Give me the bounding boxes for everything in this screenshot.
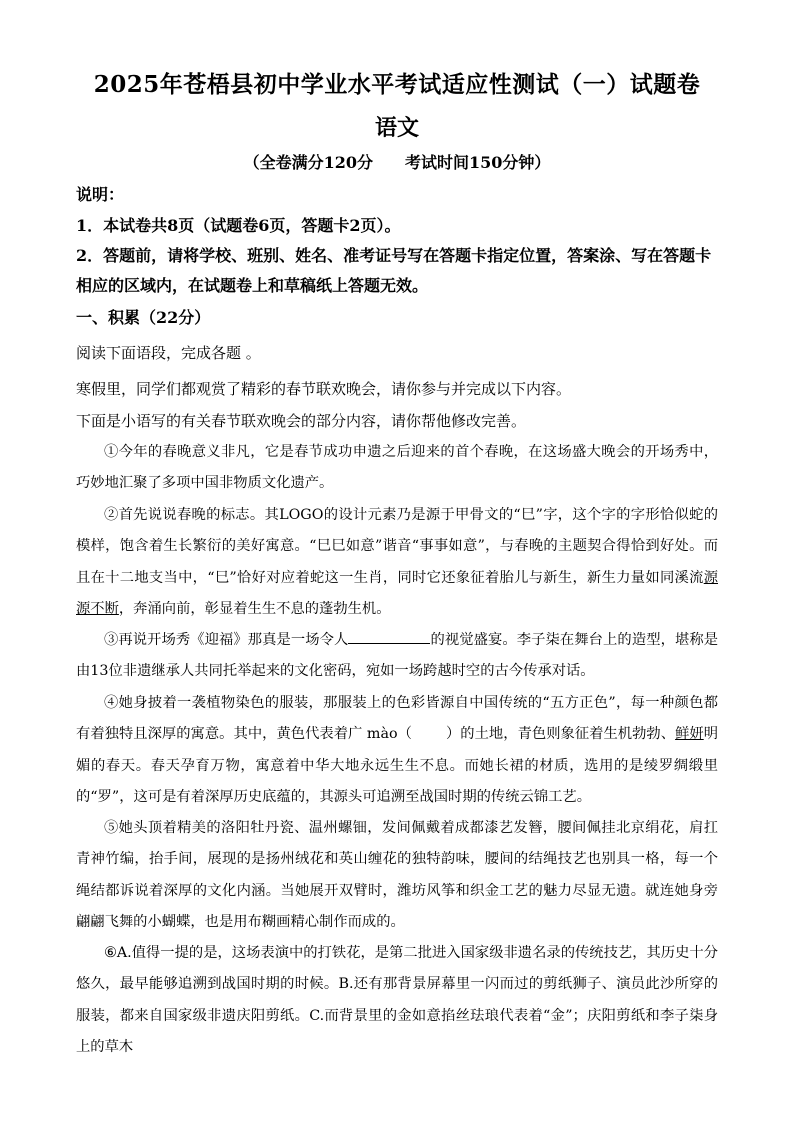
paragraph-4-text-a: ④她身披着一袭植物染色的服装，那服装上的色彩皆源自中国传统的“五方正色”，每一种颜色都有着独特且深厚的寓意。其中，黄色代表着广 mào（ [76,695,718,743]
section-heading: 一、积累（22分） [76,308,211,327]
paragraph-3-text-b: 的视觉盛宴。李子柒在舞台上的造型，堪称是由13位非遗继承人共同托举起来的文化密码，宛如一场跨越时空的古今传承对话。 [76,632,719,680]
paragraph-1-text: ①今年的春晚意义非凡，它是春节成功申遗之后迎来的首个春晚，在这场盛大晚会的开场秀中，巧妙地汇聚了多项中国非物质文化遗产。 [76,444,718,492]
notes-item-1: 1．本试卷共8页（试题卷6页，答题卡2页）。 [76,216,401,235]
passage-paragraph-3 [76,625,718,688]
underlined-idiom: 源源不断 [76,569,718,617]
paragraph-2-text-a: ②首先说说春晚的标志。其LOGO的设计元素乃是源于甲骨文的“巳”字，这个字的字形恰似蛇的模样，饱含着生长繁衍的美好寓意。“巳巳如意”谐音“事事如意”，与春晚的主题契合得恰到好处。而且在十二地支当中，“巳”恰好对应着蛇这一生肖，同时它还象征着胎儿与新生，新生力量如同溪流 [76,507,718,586]
section-intro-2: 寒假里，同学们都观赏了精彩的春节联欢晚会，请你参与并完成以下内容。 [76,380,572,398]
underlined-word: 鲜妍 [675,726,704,743]
paragraph-5-text: ⑤她头顶着精美的洛阳牡丹瓷、温州螺钿，发间佩戴着成都漆艺发簪，腰间佩挂北京绢花，肩扛青神竹编，抬手间，展现的是扬州绒花和英山缠花的独特韵味，腰间的结绳技艺也别具一格，每一个绳结都诉说着深厚的文化内涵。当她展开双臂时，潍坊风筝和织金工艺的魅力尽显无遗。就连她身旁翩翩飞舞的小蝴蝶，也是用布糊画精心制作而成的。 [76,820,718,930]
fill-in-blank [348,629,430,644]
paragraph-4-text-c: 明媚的春天。春天孕育万物，寓意着中华大地永远生生不息。而她长裙的材质，选用的是绫罗绸缎里的“罗”，这可是有着深厚历史底蕴的，其源头可追溯至战国时期的传统云锦工艺。 [76,726,718,805]
passage-paragraph-1 [76,437,718,500]
section-intro-1: 阅读下面语段，完成各题 。 [76,344,261,362]
passage-paragraph-4 [76,688,718,813]
notes-item-2-line-2: 相应的区域内，在试题卷上和草稿纸上答题无效。 [76,276,429,295]
passage-paragraph-2 [76,500,718,625]
section-intro-3: 下面是小语写的有关春节联欢晚会的部分内容，请你帮他修改完善。 [76,412,527,430]
exam-title: 2025年苍梧县初中学业水平考试适应性测试（一）试题卷 [93,71,701,98]
passage-paragraph-6 [76,938,718,1063]
passage-paragraph-5 [76,813,718,938]
notes-item-2-line-1: 2．答题前，请将学校、班别、姓名、准考证号写在答题卡指定位置，答案涂、写在答题卡 [76,246,712,265]
notes-heading: 说明： [76,185,125,204]
exam-meta: （全卷满分120分 考试时间150分钟） [243,153,551,172]
paragraph-3-text-a: ③再说开场秀《迎福》那真是一场令人 [104,632,349,648]
paragraph-2-text-b: ，奔涌向前，彰显着生生不息的蓬勃生机。 [118,600,391,617]
paragraph-4-text-b: ）的土地，青色则象征着生机勃勃、 [445,726,676,743]
paragraph-6-text: ⑥A.值得一提的是，这场表演中的打铁花，是第二批进入国家级非遗名录的传统技艺，其历史十分悠久，最早能够追溯到战国时期的时候。B.还有那背景屏幕里一闪而过的剪纸狮子、演员此沙所穿的服装，都来自国家级非遗庆阳剪纸。C.而背景里的金如意掐丝珐琅代表着“金”；庆阳剪纸和李子柒身上的草木 [76,945,718,1055]
subject-title: 语文 [374,115,419,141]
